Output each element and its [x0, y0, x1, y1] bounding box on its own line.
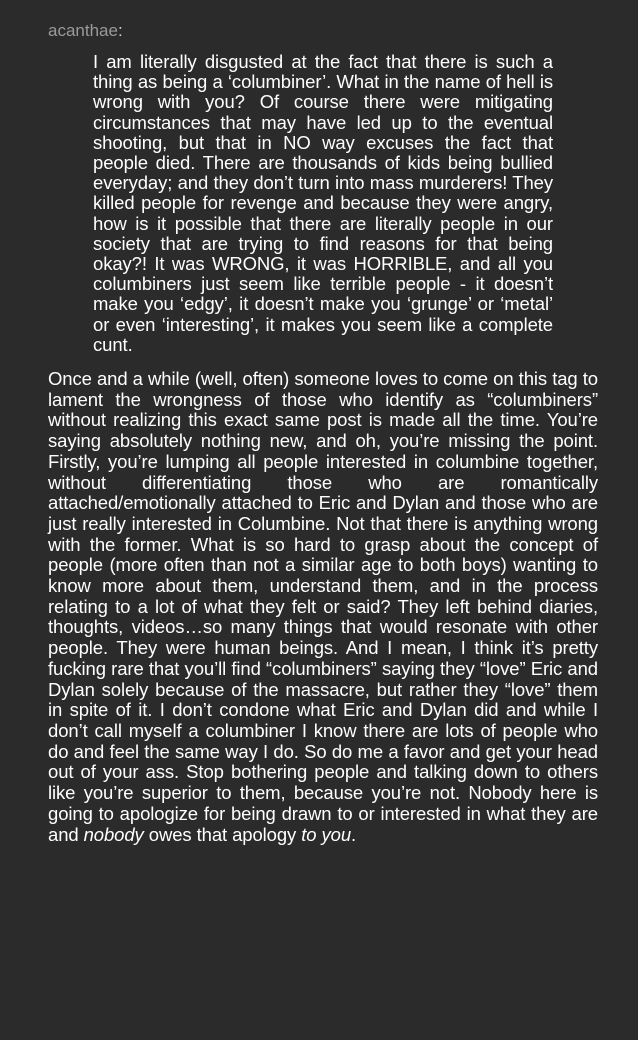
- text-post: [48, 20, 598, 845]
- reply-body: Once and a while (well, often) someone loves to come on this tag to lament the wrongness of those who identify as “columbiners” without realizing this exact same post is made all the time. You’re saying absolutely nothing new, and oh, you’re missing the point. Firstly, you’re lumping all people interested in columbine together, without differentiating those who are romantically attached/emotionally attached to Eric and Dylan and those who are just really interested in Columbine. Not that there is anything wrong with the former. What is so hard to grasp about the concept of people (more often than not a similar age to both boys) wanting to know more about them, understand them, and in the process relating to a lot of what they felt or said? They left behind diaries, thoughts, videos…so many things that would resonate with other people. They were human beings. And I mean, I think it’s pretty fucking rare that you’ll find “columbiners” saying they “love” Eric and Dylan solely because of the massacre, but rather they “love” them in spite of it. I don’t condone what Eric and Dylan did and while I don’t call myself a columbiner I know there are lots of people who do and feel the same way I do. So do me a favor and get your head out of your ass. Stop bothering people and talking down to others like you’re superior to them, because you’re not. Nobody here is going to apologize for being drawn to or interested in what they are and: [48, 368, 598, 845]
- quoted-post: [93, 52, 553, 355]
- reply-emphasis-nobody: nobody: [83, 823, 144, 845]
- reply-emphasis-to-you: to you: [301, 823, 352, 845]
- quoted-post-text: I am literally disgusted at the fact that there is such a thing as being a ‘columbiner’. What in the name of hell is wrong with you? Of course there were mitigating circumstances that may have led up to the eventual shooting, but that in NO way excuses the fact that people died. There are thousands of kids being bullied everyday; and they don’t turn into mass murderers! They killed people for revenge and because they were angry, how is it possible that there are literally people in our society that are trying to find reasons for that being okay?! It was WRONG, it was HORRIBLE, and all you columbiners just seem like terrible people - it doesn’t make you ‘edgy’, it doesn’t make you ‘grunge’ or ‘metal’ or even ‘interesting’, it makes you seem like a complete cunt.: [93, 51, 553, 355]
- username-line: [48, 20, 598, 42]
- username-link[interactable]: acanthae: [48, 21, 118, 40]
- reply-text: [48, 369, 598, 845]
- reply-end: .: [351, 823, 357, 845]
- reply-body-cont: owes that apology: [143, 823, 302, 845]
- username-colon: :: [117, 21, 123, 40]
